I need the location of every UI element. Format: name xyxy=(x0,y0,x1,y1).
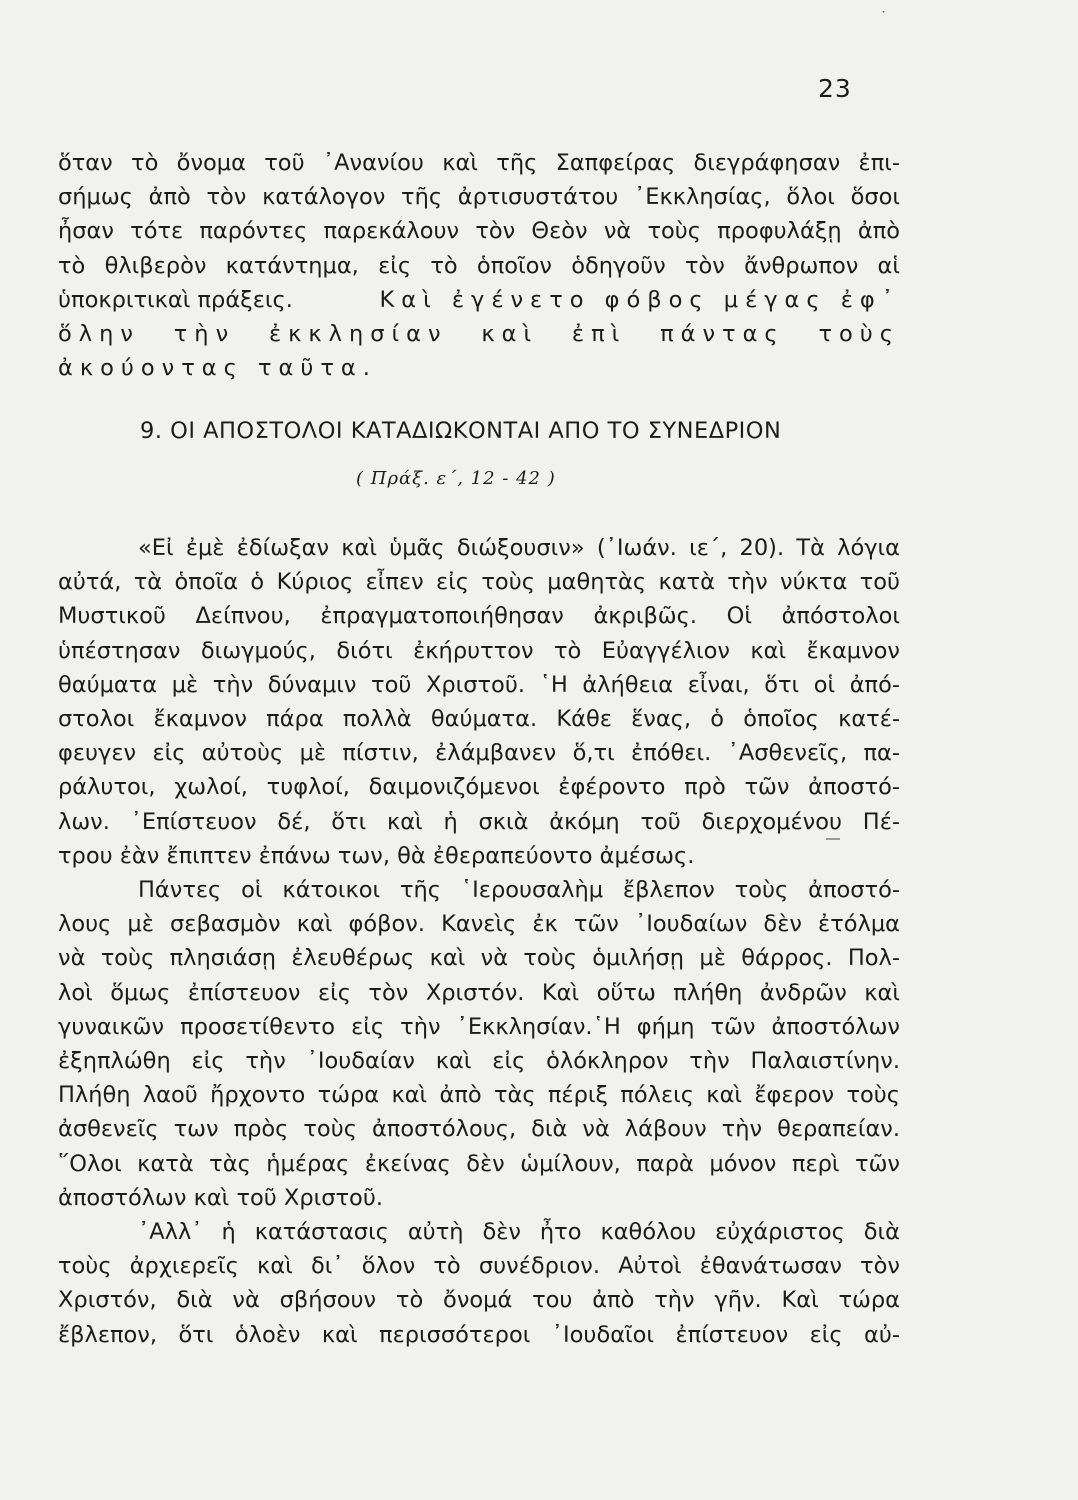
spaced-emphasis-line: ὅλην τὴν ἐκκλησίαν καὶ ἐπὶ πάντας τοὺς xyxy=(58,320,900,347)
text-line: ἦσαν τότε παρόντες παρεκάλουν τὸν Θεὸν νὰ τοὺς προφυλάξῃ ἀπὸ xyxy=(58,218,900,245)
text-line: τοὺς ἀρχιερεῖς καὶ δι᾿ ὅλον τὸ συνέδριον. Αὐτοὶ ἐθανάτωσαν τὸν xyxy=(58,1253,900,1280)
text-line xyxy=(58,283,900,317)
text-line: ῞Ολοι κατὰ τὰς ἡμέρας ἐκείνας δὲν ὡμίλουν, παρὰ μόνον περὶ τῶν xyxy=(58,1150,900,1177)
text-line: Πάντες οἱ κάτοικοι τῆς ῾Ιερουσαλὴμ ἔβλεπον τοὺς ἀποστό- xyxy=(138,877,900,903)
text-line: λους μὲ σεβασμὸν καὶ φόβον. Κανεὶς ἐκ τῶν ᾿Ιουδαίων δὲν ἐτόλμα xyxy=(58,911,900,938)
text-line: λων. ᾿Επίστευον δέ, ὅτι καὶ ἡ σκιὰ ἀκόμη τοῦ διερχομένου Πέ- xyxy=(58,808,900,835)
text-line: ἔβλεπον, ὅτι ὁλοὲν καὶ περισσότεροι ᾿Ιουδαῖοι ἐπίστευον εἰς αὐ- xyxy=(58,1321,900,1348)
text-line: ὅταν τὸ ὄνομα τοῦ ᾿Ανανίου καὶ τῆς Σαπφείρας διεγράφησαν ἐπι- xyxy=(58,150,900,176)
text-line: σήμως ἀπὸ τὸν κατάλογον τῆς ἀρτισυστάτου ᾿Εκκλησίας, ὅλοι ὅσοι xyxy=(58,184,900,211)
text-line: Πλήθη λαοῦ ἤρχοντο τώρα καὶ ἀπὸ τὰς πέριξ πόλεις καὶ ἔφερον τοὺς xyxy=(58,1082,900,1109)
page-number: 23 xyxy=(818,74,852,103)
text-line: φευγεν εἰς αὐτοὺς μὲ πίστιν, ἐλάμβανεν ὅ,τι ἐπόθει. ᾿Ασθενεῖς, πα- xyxy=(58,740,900,767)
paragraph-3 xyxy=(58,1215,900,1352)
text-line: νὰ τοὺς πλησιάσῃ ἐλευθέρως καὶ νὰ τοὺς ὁμιλήσῃ μὲ θάρρος. Πολ- xyxy=(58,945,900,972)
paragraph-2 xyxy=(58,873,900,1215)
corner-mark: ˙ xyxy=(880,10,887,26)
top-paragraph xyxy=(58,146,900,385)
spaced-emphasis-text: Καὶ ἐγένετο φόβος μέγας ἐφ᾿ xyxy=(379,286,900,313)
text-line: θαύματα μὲ τὴν δύναμιν τοῦ Χριστοῦ. ῾Η ἀλήθεια εἶναι, ὅτι οἱ ἀπό- xyxy=(58,671,900,698)
paragraph-1 xyxy=(58,531,900,873)
text-line: ράλυτοι, χωλοί, τυφλοί, δαιμονιζόμενοι ἐφέροντο πρὸ τῶν ἀποστό- xyxy=(58,774,900,801)
text-line: «Εἰ ἐμὲ ἐδίωξαν καὶ ὑμᾶς διώξουσιν» (᾿Ιωάν. ιε΄, 20). Τὰ λόγια xyxy=(138,535,900,561)
section-reference: ( Πράξ. ε΄, 12 - 42 ) xyxy=(356,468,556,489)
text-line: στολοι ἔκαμνον πάρα πολλὰ θαύματα. Κάθε ἕνας, ὁ ὁποῖος κατέ- xyxy=(58,705,900,732)
text-line: γυναικῶν προσετίθεντο εἰς τὴν ᾿Εκκλησίαν.῾Η φήμη τῶν ἀποστόλων xyxy=(58,1013,900,1040)
stray-mark xyxy=(826,838,840,840)
text-line: τὸ θλιβερὸν κατάντημα, εἰς τὸ ὁποῖον ὁδηγοῦν τὸν ἄνθρωπον αἱ xyxy=(58,252,900,279)
text-line: τρου ἐὰν ἔπιπτεν ἐπάνω των, θὰ ἐθεραπεύοντο ἀμέσως. xyxy=(58,842,695,869)
text-line: Μυστικοῦ Δείπνου, ἐπραγματοποιήθησαν ἀκριβῶς. Οἱ ἀπόστολοι xyxy=(58,603,900,630)
text-line: ἀποστόλων καὶ τοῦ Χριστοῦ. xyxy=(58,1184,383,1211)
text-line: ἀσθενεῖς των πρὸς τοὺς ἀποστόλους, διὰ νὰ λάβουν τὴν θεραπείαν. xyxy=(58,1116,900,1143)
text-line: ὑπέστησαν διωγμούς, διότι ἐκήρυττον τὸ Εὐαγγέλιον καὶ ἔκαμνον xyxy=(58,637,900,664)
section-heading: 9. ΟΙ ΑΠΟΣΤΟΛΟΙ ΚΑΤΑΔΙΩΚΟΝΤΑΙ ΑΠΟ ΤΟ ΣΥΝΕΔΡΙΟΝ xyxy=(140,418,782,444)
text-line: λοὶ ὅμως ἐπίστευον εἰς τὸν Χριστόν. Καὶ οὕτω πλήθη ἀνδρῶν καὶ xyxy=(58,979,900,1006)
text-line: Χριστόν, διὰ νὰ σβήσουν τὸ ὄνομά του ἀπὸ τὴν γῆν. Καὶ τώρα xyxy=(58,1287,900,1314)
text-line: αὐτά, τὰ ὁποῖα ὁ Κύριος εἶπεν εἰς τοὺς μαθητὰς κατὰ τὴν νύκτα τοῦ xyxy=(58,569,900,596)
text-line: ἐξηπλώθη εἰς τὴν ᾿Ιουδαίαν καὶ εἰς ὁλόκληρον τὴν Παλαιστίνην. xyxy=(58,1047,900,1074)
text-line: ᾿Αλλ᾿ ἡ κατάστασις αὐτὴ δὲν ἦτο καθόλου εὐχάριστος διὰ xyxy=(138,1219,900,1245)
spaced-emphasis-line: ἀκούοντας ταῦτα. xyxy=(58,355,377,382)
text-fragment: ὑποκριτικαὶ πράξεις. xyxy=(58,286,293,313)
